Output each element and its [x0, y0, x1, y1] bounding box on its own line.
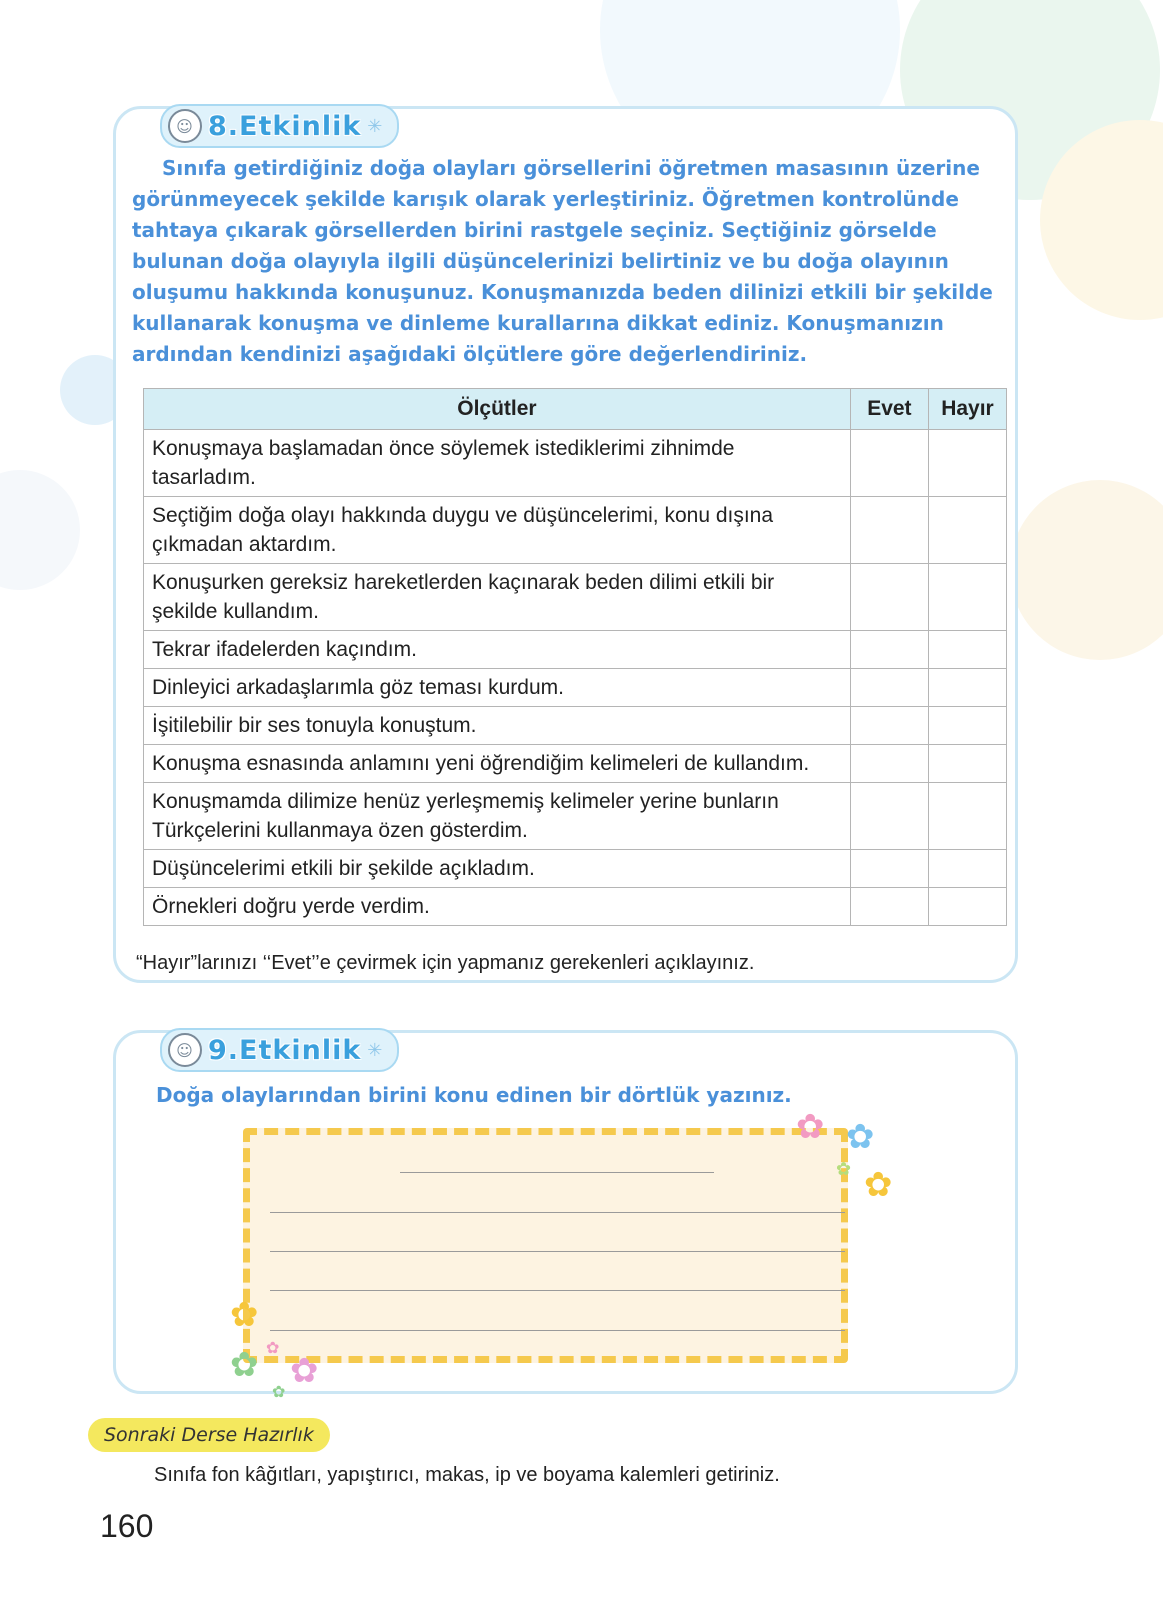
yes-checkbox-cell[interactable] [850, 497, 928, 564]
table-row [144, 631, 1007, 669]
table-row [144, 707, 1007, 745]
activity-9-title: 9.Etkinlik [208, 1034, 362, 1066]
table-row [144, 850, 1007, 888]
criterion-text: Dinleyici arkadaşlarımla göz teması kurdum. [144, 669, 851, 707]
criterion-text: Konuşurken gereksiz hareketlerden kaçınarak beden dilimi etkili bir şekilde kullandım. [144, 564, 851, 631]
sparkle-icon: ✳ [367, 1039, 384, 1061]
criterion-text: Konuşmaya başlamadan önce söylemek istediklerimi zihnimde tasarladım. [144, 430, 851, 497]
yes-checkbox-cell[interactable] [850, 850, 928, 888]
writing-line[interactable] [270, 1212, 845, 1213]
page-number: 160 [100, 1508, 154, 1544]
yes-checkbox-cell[interactable] [850, 669, 928, 707]
header-criteria: Ölçütler [144, 389, 851, 430]
flower-icon: ✿ [864, 1166, 893, 1204]
yes-checkbox-cell[interactable] [850, 783, 928, 850]
activity-8-footer: “Hayır”larınızı ‘‘Evet’’e çevirmek için yapmanız gerekenleri açıklayınız. [136, 952, 755, 974]
yes-checkbox-cell[interactable] [850, 707, 928, 745]
header-no: Hayır [928, 389, 1006, 430]
criterion-text: Örnekleri doğru yerde verdim. [144, 888, 851, 926]
table-row [144, 888, 1007, 926]
yes-checkbox-cell[interactable] [850, 430, 928, 497]
writing-line[interactable] [270, 1290, 845, 1291]
next-lesson-label: Sonraki Derse Hazırlık [88, 1418, 330, 1452]
table-row [144, 564, 1007, 631]
poem-writing-frame[interactable] [243, 1128, 848, 1363]
criterion-text: Seçtiğim doğa olayı hakkında duygu ve düşüncelerimi, konu dışına çıkmadan aktardım. [144, 497, 851, 564]
activity-9-badge [160, 1028, 399, 1072]
yes-checkbox-cell[interactable] [850, 564, 928, 631]
flower-icon: ✿ [266, 1340, 280, 1357]
criterion-text: Konuşmamda dilimize henüz yerleşmemiş kelimeler yerine bunların Türkçelerini kullanmaya özen gösterdim. [144, 783, 851, 850]
activity-8-badge [160, 104, 399, 148]
no-checkbox-cell[interactable] [928, 707, 1006, 745]
activity-8-title: 8.Etkinlik [208, 110, 362, 142]
no-checkbox-cell[interactable] [928, 669, 1006, 707]
writing-line[interactable] [400, 1172, 714, 1173]
flower-icon: ✿ [796, 1108, 825, 1146]
no-checkbox-cell[interactable] [928, 631, 1006, 669]
writing-line[interactable] [270, 1251, 845, 1252]
writing-line[interactable] [270, 1330, 845, 1331]
yes-checkbox-cell[interactable] [850, 631, 928, 669]
flower-icon: ✿ [230, 1346, 259, 1384]
no-checkbox-cell[interactable] [928, 430, 1006, 497]
activity-8-instructions: Sınıfa getirdiğiniz doğa olayları görsellerini öğretmen masasının üzerine görünmeyecek şekilde karışık olarak yerleştiriniz. Öğretmen kontrolünde tahtaya çıkarak görsellerden birini rastgele seçiniz. Seçtiğiniz görselde bulunan doğa olayıyla ilgili düşüncelerinizi belirtiniz ve bu doğa olayının oluşumu hakkında konuşunuz. Konuşmanızda beden dilinizi etkili bir şekilde kullanarak konuşma ve dinleme kurallarına dikkat ediniz. Konuşmanızın ardından kendinizi aşağıdaki ölçütlere göre değerlendiriniz. [132, 156, 993, 366]
flower-icon: ✿ [836, 1159, 852, 1179]
table-row [144, 669, 1007, 707]
flower-icon: ✿ [272, 1384, 286, 1401]
table-row [144, 430, 1007, 497]
header-yes: Evet [850, 389, 928, 430]
no-checkbox-cell[interactable] [928, 745, 1006, 783]
table-row [144, 745, 1007, 783]
no-checkbox-cell[interactable] [928, 564, 1006, 631]
yes-checkbox-cell[interactable] [850, 745, 928, 783]
no-checkbox-cell[interactable] [928, 497, 1006, 564]
no-checkbox-cell[interactable] [928, 888, 1006, 926]
criterion-text: İşitilebilir bir ses tonuyla konuştum. [144, 707, 851, 745]
table-row [144, 783, 1007, 850]
background-bubble [1010, 480, 1163, 660]
no-checkbox-cell[interactable] [928, 783, 1006, 850]
evaluation-table [143, 388, 1007, 926]
flower-icon: ✿ [230, 1296, 259, 1334]
next-lesson-text: Sınıfa fon kâğıtları, yapıştırıcı, makas, ip ve boyama kalemleri getiriniz. [154, 1464, 780, 1486]
criterion-text: Düşüncelerimi etkili bir şekilde açıkladım. [144, 850, 851, 888]
background-bubble [0, 470, 80, 590]
sparkle-icon: ✳ [367, 115, 384, 137]
criterion-text: Konuşma esnasında anlamını yeni öğrendiğim kelimeleri de kullandım. [144, 745, 851, 783]
flower-icon: ✿ [290, 1352, 319, 1390]
student-mascot-icon: ☺ [168, 1033, 202, 1067]
yes-checkbox-cell[interactable] [850, 888, 928, 926]
table-row [144, 497, 1007, 564]
activity-9-instructions: Doğa olaylarından birini konu edinen bir dörtlük yazınız. [156, 1083, 792, 1107]
student-mascot-icon: ☺ [168, 109, 202, 143]
no-checkbox-cell[interactable] [928, 850, 1006, 888]
flower-icon: ✿ [846, 1118, 875, 1156]
criterion-text: Tekrar ifadelerden kaçındım. [144, 631, 851, 669]
